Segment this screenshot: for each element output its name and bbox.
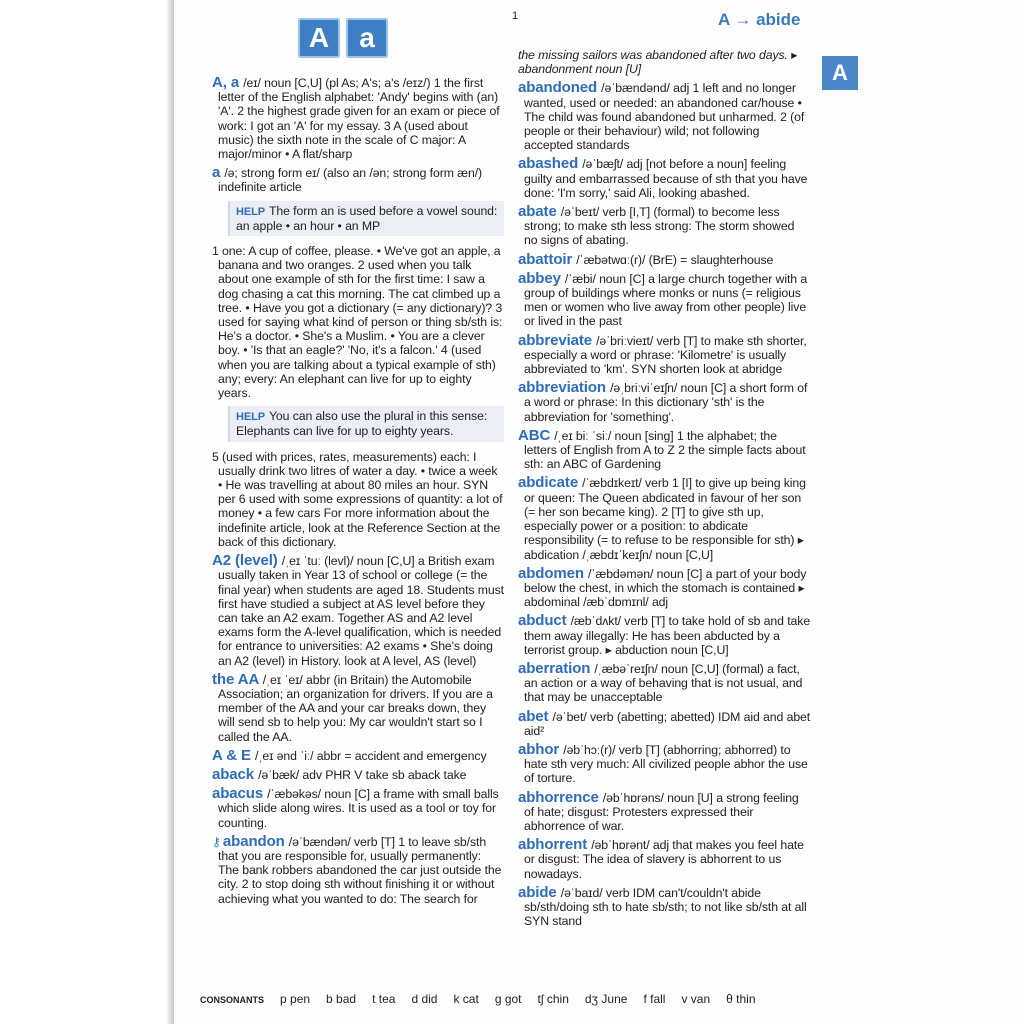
- definition-text: /ˌæbəˈreɪʃn/ noun [C,U] (formal) a fact, an action or a way of behaving that is not usual, and that may be unacceptable: [524, 661, 803, 705]
- consonant-example: p pen: [280, 992, 311, 1006]
- headword: A, a: [212, 74, 244, 91]
- help-text: The form an is used before a vowel sound: an apple • an hour • an MP: [236, 203, 498, 233]
- headword: abet: [518, 707, 553, 725]
- help-label: HELP: [236, 205, 265, 218]
- page-number: 1: [512, 10, 519, 22]
- dictionary-entry: [518, 250, 811, 268]
- help-label: HELP: [236, 411, 265, 424]
- dictionary-entry: [518, 838, 811, 881]
- headword: abbreviation: [518, 379, 611, 397]
- definition-text: 1 one: A cup of coffee, please. • We've got an apple, a banana and two oranges. 2 used when you talk about one example of sth for the first time: I saw a dog chasing a cat this morning. The cat climbed up a tree. • Have you got a dictionary (= any dictionary)? 3 used for saying what kind of person or thing sb/sth is: He's a doctor. • She's a Muslim. • You are a clever boy. • 'Is that an eagle?' 'No, it's a falcon.' 4 (used when you are talking about a typical example of sth) any; every: An elephant can live for up to eighty years.: [212, 244, 503, 401]
- key-word-icon: ⚷: [212, 834, 221, 849]
- consonant-example: k cat: [453, 992, 479, 1006]
- dictionary-entry: [518, 476, 811, 561]
- definition-text: /ˈæbətwɑː(r)/ (BrE) = slaughterhouse: [576, 252, 774, 267]
- headword: abide: [518, 883, 561, 901]
- dictionary-entry: [212, 554, 504, 668]
- headword: abdicate: [518, 474, 583, 492]
- definition-text: /əbˈhɒrənt/ adj that makes you feel hate or disgust: The idea of slavery is abhorrent to us nowadays.: [524, 838, 804, 881]
- consonant-example: dʒ June: [584, 992, 628, 1006]
- headword: abhor: [518, 740, 564, 758]
- headword: a: [212, 164, 225, 182]
- dictionary-entry: [212, 76, 504, 161]
- page-gutter: [166, 0, 174, 1024]
- definition-text: /əbˈhɔː(r)/ verb [T] (abhorring; abhorred) to hate sth very much: All civilized people abhor the use of torture.: [524, 742, 808, 786]
- help-note: [228, 201, 504, 236]
- dictionary-entry: [518, 707, 811, 738]
- definition-text: /ˌeɪ ˈeɪ/ abbr (in Britain) the Automobile Association; an organization for drivers. If you are a member of the AA and your car breaks down, they will send sb to help you: My car wouldn't start so I called the AA.: [218, 672, 493, 744]
- dictionary-entry: [212, 787, 504, 830]
- headword: abbreviate: [518, 331, 597, 349]
- dictionary-entry: [518, 381, 811, 424]
- definition-text: /əˈbæʃt/ adj [not before a noun] feeling guilty and embarrassed because of sth that you have done: 'I'm sorry,' said Ali, looking abashed.: [524, 157, 808, 200]
- headword: abattoir: [518, 250, 577, 268]
- definition-text: /æbˈdʌkt/ verb [T] to take hold of sb and take them away illegally: He has been abducted by a terrorist group. ▸ abduction noun [C,U]: [524, 614, 811, 657]
- consonant-example: g got: [494, 992, 522, 1006]
- headword: the AA: [212, 670, 263, 688]
- definition-text: /əˈbeɪt/ verb [I,T] (formal) to become less strong; to make sth less strong: The storm showed no signs of abating.: [524, 205, 795, 248]
- headword: ABC: [518, 426, 555, 444]
- dictionary-entry: [212, 166, 504, 194]
- definition-text: /ˌeɪ ənd ˈiː/ abbr = accident and emergency: [255, 748, 487, 763]
- definition-text: /ə; strong form eɪ/ (also an /ən; strong form æn/) indefinite article: [218, 166, 483, 195]
- dictionary-entry: [518, 157, 811, 200]
- consonant-example: v van: [681, 992, 711, 1006]
- definition-text: /ˈæbdəmən/ noun [C] a part of your body below the chest, in which the stomach is contained ▸ abdominal /æbˈdɒmɪnl/ adj: [524, 566, 807, 610]
- headword: abhorrence: [518, 788, 603, 806]
- definition-text: /əˈbændən/ verb [T] 1 to leave sb/sth that you are responsible for, usually permanently: The bank robbers abandoned the car just outside the city. 2 to stop doing sth without finishing it or without achieving what you wanted to do: The search for: [218, 834, 502, 906]
- section-letters: [298, 18, 388, 58]
- headword: abbey: [518, 269, 565, 287]
- dictionary-entry: [518, 788, 811, 834]
- headword: A2 (level): [212, 552, 282, 570]
- dictionary-entry: [212, 746, 504, 764]
- section-letter-lower: a: [346, 18, 388, 58]
- headword: abate: [518, 203, 561, 221]
- consonant-example: b bad: [326, 992, 357, 1006]
- left-column: [212, 76, 504, 911]
- help-text: You can also use the plural in this sense: Elephants can live for up to eighty years.: [236, 409, 488, 439]
- headword: abdomen: [518, 564, 589, 582]
- definition-text: /əˌbriːviˈeɪʃn/ noun [C] a short form of a word or phrase: In this dictionary 'sth' is the abbreviation for 'something'.: [524, 381, 808, 424]
- continued-text: the missing sailors was abandoned after two days. ▸ abandonment noun [U]: [518, 48, 798, 77]
- right-column: [518, 48, 811, 933]
- pronunciation-footer: [200, 992, 820, 1006]
- dictionary-entry: [212, 670, 504, 744]
- headword: abashed: [518, 155, 583, 173]
- headword: abandoned: [518, 79, 602, 97]
- consonant-example: d did: [411, 992, 438, 1006]
- footer-title: CONSONANTS: [200, 995, 265, 1005]
- dictionary-entry: [518, 269, 811, 329]
- dictionary-entry: [212, 244, 504, 400]
- definition-text: /eɪ/ noun [C,U] (pl As; A's; a's /eɪz/) 1 the first letter of the English alphabet: 'Andy' begins with (an) 'A'. 2 the highest grade given for an exam or piece of work: I got an 'A' for my essay. 3 A (used about music) the sixth note in the scale of C major: A major/minor • A flat/sharp: [218, 76, 500, 162]
- dictionary-entry: [518, 659, 811, 705]
- definition-text: /ˈæbdɪkeɪt/ verb 1 [I] to give up being king or queen: The Queen abdicated in favour of her son (= her son became king). 2 [T] to give sth up, especially power or a position: to abdicate responsibility (= to refuse to be responsible for sth) ▸ abdication /ˌæbdɪˈkeɪʃn/ noun [C,U]: [524, 476, 806, 562]
- definition-text: /ˈæbəkəs/ noun [C] a frame with small balls which slide along wires. It is used as a tool or toy for counting.: [218, 787, 499, 830]
- help-note: [228, 406, 504, 441]
- thumb-index-tab: A: [822, 56, 858, 90]
- dictionary-entry: [518, 205, 811, 248]
- dictionary-entry: [518, 564, 811, 610]
- dictionary-entry: [518, 883, 811, 929]
- definition-text: /əbˈhɒrəns/ noun [U] a strong feeling of hate; disgust: Protesters expressed their abhorrence of war.: [524, 790, 799, 833]
- headword: aberration: [518, 659, 595, 677]
- consonant-example: f fall: [643, 992, 666, 1006]
- definition-text: /ˌeɪ ˈtuː (levl)/ noun [C,U] a British exam usually taken in Year 13 of school or college (= the final year) when students are aged 18. Students must first have studied a subject at AS level before they can take an A2 exam. Together AS and A2 level exams form the A-level qualification, which is needed for entrance to universities: A2 exams • She's doing an A2 (level) in History. look at A level, AS (level): [218, 554, 504, 668]
- definition-text: /əˈbændənd/ adj 1 left and no longer wanted, used or needed: an abandoned car/house • The child was found abandoned but unharmed. 2 (of people or their behaviour) wild; not following accepted standards: [524, 81, 805, 153]
- section-letter-upper: A: [298, 18, 340, 58]
- definition-text: /əˈbet/ verb (abetting; abetted) IDM aid and abet aid²: [524, 709, 811, 738]
- definition-text: /əˈbriːvieɪt/ verb [T] to make sth shorter, especially a word or phrase: 'Kilometre' is usually abbreviated to 'km'. SYN shorten look at abridge: [524, 333, 807, 377]
- consonant-example: t tea: [372, 992, 396, 1006]
- definition-text: /əˈbæk/ adv PHR V take sb aback take: [258, 767, 467, 782]
- headword: aback: [212, 765, 259, 783]
- running-head: A → abide: [718, 10, 801, 29]
- dictionary-entry: [518, 331, 811, 377]
- definition-text: /əˈbaɪd/ verb IDM can't/couldn't abide sb/sth/doing sth to hate sb/sth; to not like sb/sth at all SYN stand: [524, 885, 807, 929]
- definition-text: 5 (used with prices, rates, measurements) each: I usually drink two litres of water a day. • twice a week • He was travelling at about 80 miles an hour. SYN per 6 used with some expressions of quantity: a lot of money • a few cars For more information about the indefinite article, look at the Reference Section at the back of this dictionary.: [212, 449, 503, 549]
- dictionary-entry: [212, 450, 504, 549]
- headword: abacus: [212, 785, 268, 803]
- dictionary-entry: [518, 614, 811, 657]
- definition-text: /ˌeɪ biː ˈsiː/ noun [sing] 1 the alphabet; the letters of English from A to Z 2 the simple facts about sth: an ABC of Gardening: [524, 428, 806, 472]
- dictionary-entry: [518, 426, 811, 472]
- dictionary-entry: [212, 765, 504, 783]
- dictionary-entry: [518, 740, 811, 786]
- headword: abhorrent: [518, 836, 592, 854]
- consonant-example: θ thin: [726, 992, 756, 1006]
- footer-items: [280, 992, 772, 1006]
- book-spine: [0, 0, 172, 1024]
- headword: abandon: [222, 832, 289, 850]
- dictionary-entry: [212, 832, 504, 906]
- headword: abduct: [518, 612, 571, 630]
- consonant-example: tʃ chin: [537, 992, 569, 1006]
- definition-text: /ˈæbi/ noun [C] a large church together with a group of buildings where monks or nuns (= religious men or women who live away from other people) live or lived in the past: [524, 271, 808, 329]
- dictionary-entry: [518, 81, 811, 152]
- headword: A & E: [212, 746, 256, 764]
